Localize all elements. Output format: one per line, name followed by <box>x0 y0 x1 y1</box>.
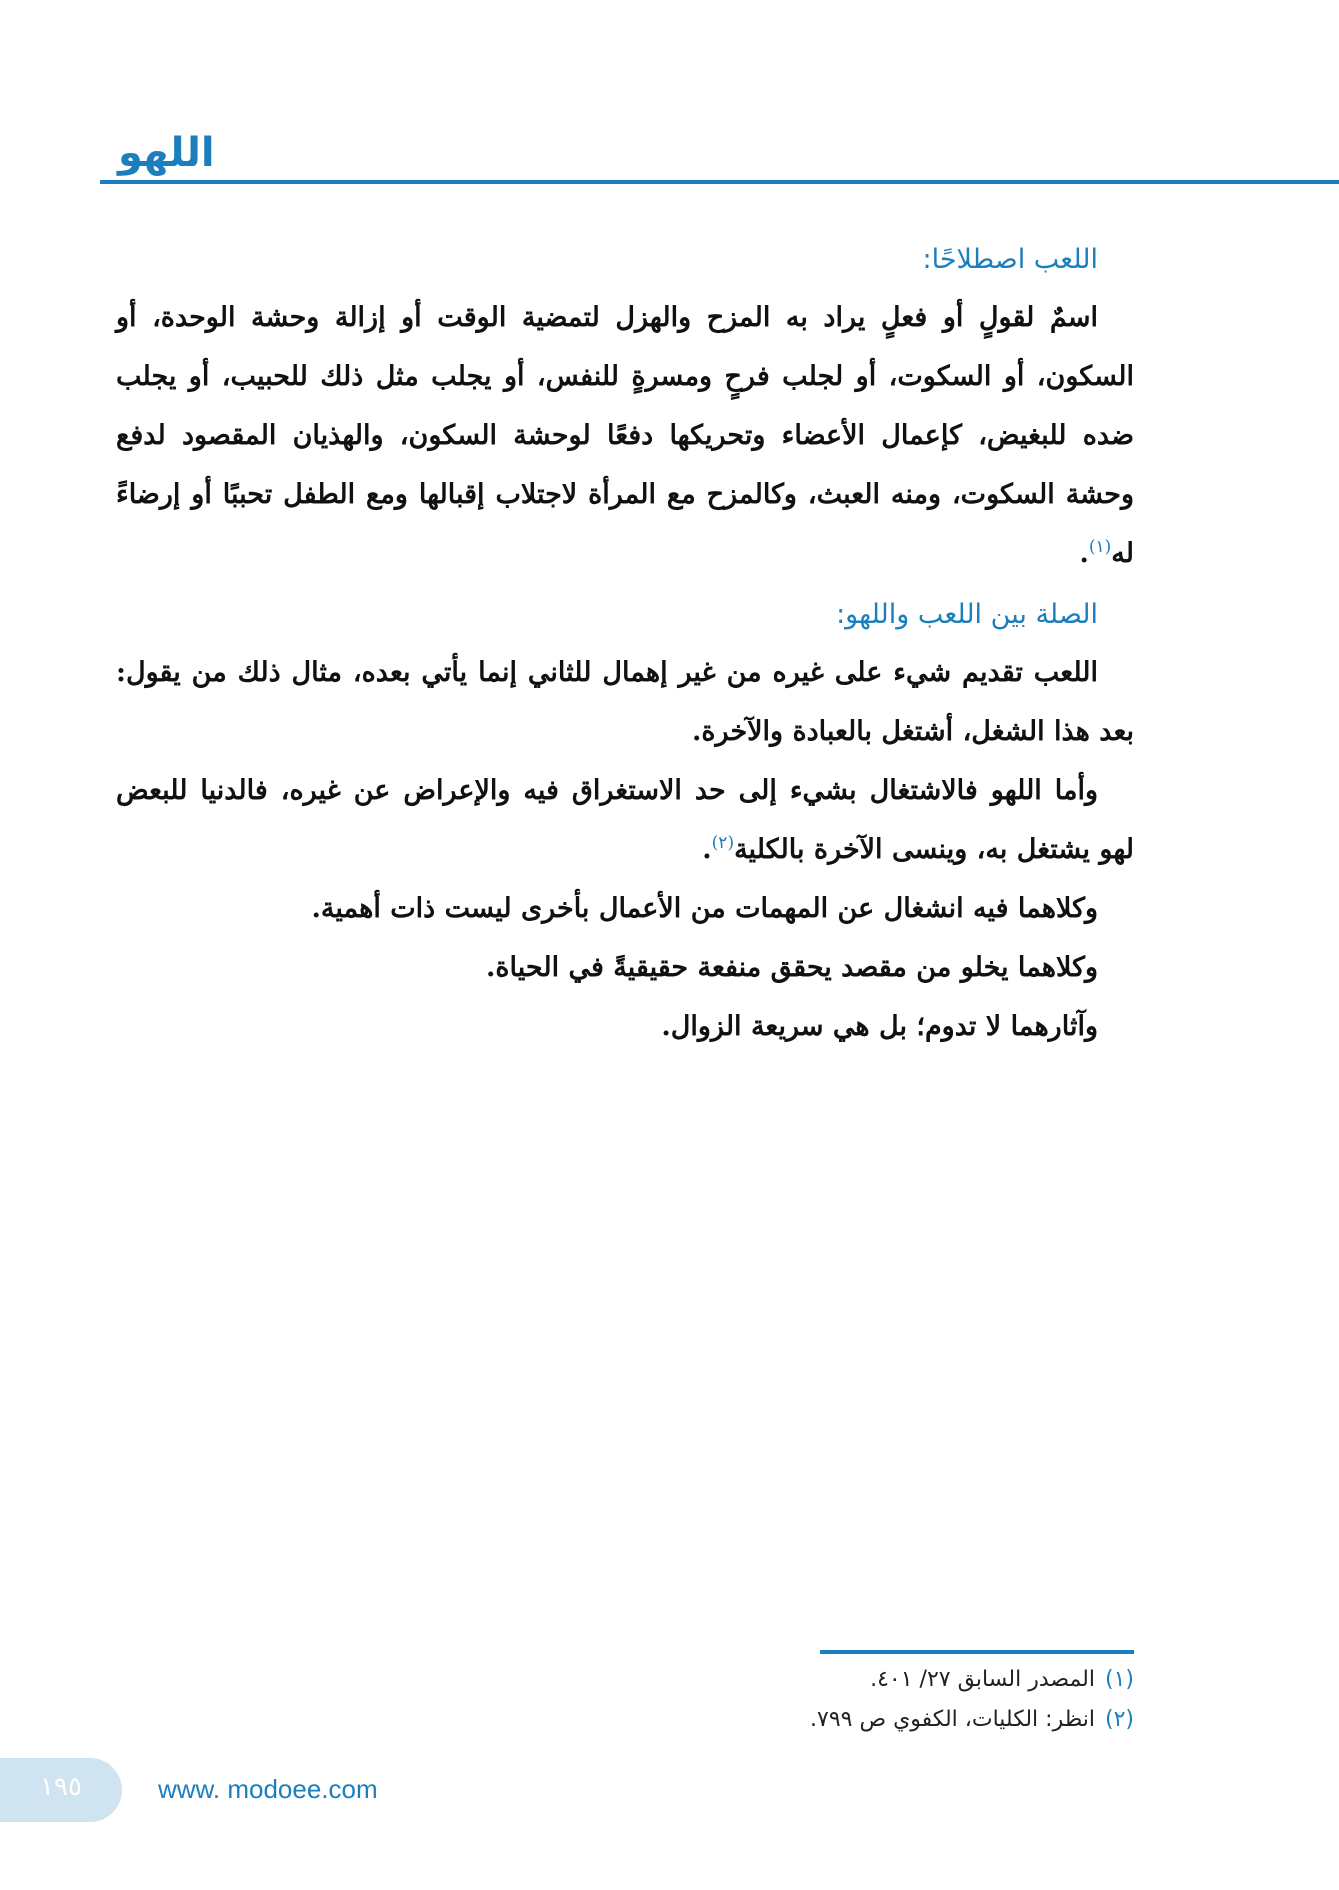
main-content <box>116 228 1134 1056</box>
term-definition-paragraph <box>116 288 1134 583</box>
page-header <box>0 122 1339 192</box>
chapter-title: اللهو <box>118 130 215 176</box>
relation-paragraph-4: وكلاهما يخلو من مقصد يحقق منفعة حقيقيةً في الحياة. <box>486 952 1098 983</box>
footnote-divider <box>820 1650 1134 1654</box>
footnote-2-number: (٢) <box>1104 1707 1134 1732</box>
footnote-2 <box>600 1700 1134 1740</box>
relation-heading: الصلة بين اللعب واللهو: <box>836 599 1098 630</box>
relation-paragraph-3: وكلاهما فيه انشغال عن المهمات من الأعمال بأخرى ليست ذات أهمية. <box>311 893 1098 924</box>
footnote-1-number: (١) <box>1104 1667 1134 1692</box>
page-number-badge <box>0 1758 122 1822</box>
footnote-1-text: المصدر السابق ٢٧/ ٤٠١. <box>870 1667 1095 1692</box>
footnote-1 <box>600 1660 1134 1700</box>
relation-paragraph-2-text: وأما اللهو فالاشتغال بشيء إلى حد الاستغراق فيه والإعراض عن غيره، فالدنيا للبعض لهو يشتغل به، وينسى الآخرة بالكلية <box>116 775 1134 865</box>
relation-paragraph-2-end: . <box>702 834 712 865</box>
footnote-ref-2[interactable]: (٢) <box>711 833 735 853</box>
term-definition-end: . <box>1079 538 1089 569</box>
header-divider <box>100 180 1339 184</box>
relation-paragraph-1: اللعب تقديم شيء على غيره من غير إهمال للثاني إنما يأتي بعده، مثال ذلك من يقول: بعد هذا الشغل، أشتغل بالعبادة والآخرة. <box>116 657 1134 747</box>
footnotes <box>600 1660 1134 1740</box>
page-number: ١٩٥ <box>40 1772 82 1802</box>
relation-paragraph-5: وآثارهما لا تدوم؛ بل هي سريعة الزوال. <box>661 1011 1098 1042</box>
term-definition-text: اسمٌ لقولٍ أو فعلٍ يراد به المزح والهزل لتمضية الوقت أو إزالة وحشة الوحدة، أو السكون، أو السكوت، أو لجلب فرحٍ ومسرةٍ للنفس، أو يجلب مثل ذلك للحبيب، أو يجلب ضده للبغيض، كإعمال الأعضاء وتحريكها دفعًا لوحشة السكون، والهذيان المقصود لدفع وحشة السكوت، ومنه العبث، وكالمزح مع المرأة لاجتلاب إقبالها ومع الطفل تحببًا أو إرضاءً له <box>116 302 1134 569</box>
footnote-ref-1[interactable]: (١) <box>1088 537 1112 557</box>
footnote-2-text: انظر: الكليات، الكفوي ص ٧٩٩. <box>810 1707 1095 1732</box>
site-url-link[interactable]: www. modoee.com <box>158 1774 378 1804</box>
term-definition-heading: اللعب اصطلاحًا: <box>922 244 1098 275</box>
relation-paragraph-2 <box>116 761 1134 879</box>
